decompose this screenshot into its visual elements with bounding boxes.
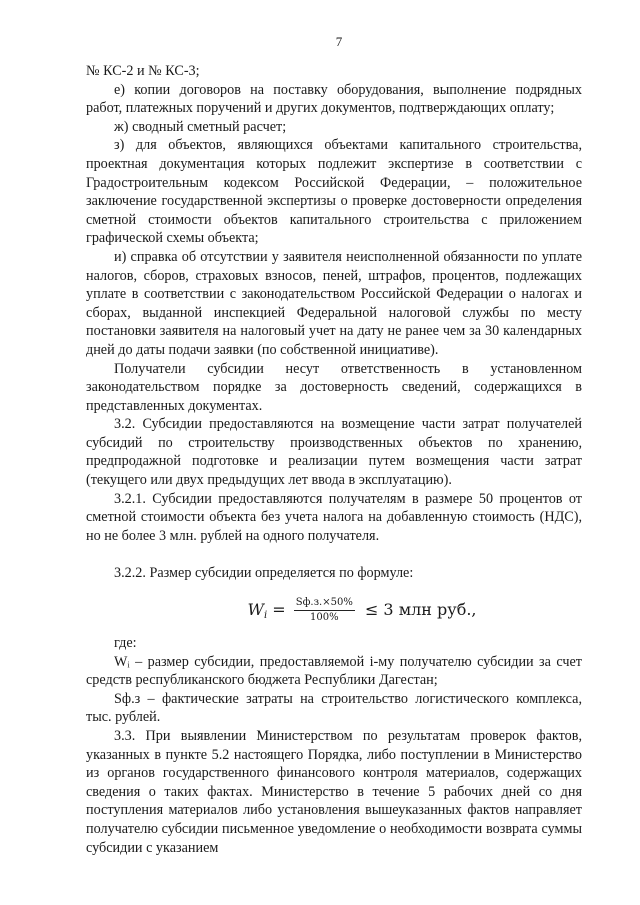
- formula-denominator: 100%: [309, 612, 339, 624]
- paragraph-where: где:: [114, 635, 137, 652]
- formula-lhs: $W_i$: [247, 600, 268, 622]
- paragraph-item-z: з) для объектов, являющихся объектами капитального строительства, проектная документация которых подлежит экспертизе в соответствии с Градостроительным кодексом Российской Федерации, – положительное заключение государственной экспертизы о проверке достоверности определения сметной стоимости объектов капитального строительства с приложением графической схемы объекта;: [86, 137, 582, 247]
- formula-fraction: [294, 597, 355, 624]
- paragraph-3-2-2: 3.2.2. Размер субсидии определяется по формуле:: [114, 565, 414, 582]
- paragraph-item-zh: ж) сводный сметный расчет;: [114, 118, 287, 135]
- formula-numerator: Sф.з.×50%: [294, 597, 355, 611]
- paragraph-responsibility: Получатели субсидии несут ответственность в установленном законодательством порядке за достоверность сведений, содержащихся в представленных документах.: [86, 360, 582, 414]
- formula-rhs: ≤ 3 млн руб.,: [364, 600, 477, 620]
- paragraph-ks: № КС-2 и № КС-3;: [86, 63, 200, 79]
- paragraph-item-e: е) копии договоров на поставку оборудования, выполнение подрядных работ, платежных поручений и других документов, подтверждающих оплату;: [86, 81, 582, 117]
- subsidy-formula: [86, 597, 582, 626]
- blank-line: [86, 545, 582, 564]
- paragraph-item-i: и) справка об отсутствии у заявителя неисполненной обязанности по уплате налогов, сборов, страховых взносов, пеней, штрафов, процентов, подлежащих уплате в соответствии с законодательством Российской Федерации о налогах и сборах, выданной инспекцией Федеральной налоговой службы по месту постановки заявителя на налоговый учет на дату не ранее чем за 30 календарных дней до даты подачи заявки (по собственной инициативе).: [86, 248, 582, 358]
- paragraph-3-3: 3.3. При выявлении Министерством по результатам проверок фактов, указанных в пункте 5.2 настоящего Порядка, либо поступлении в Министерство из органов государственного финансового контроля материалов, содержащих сведения о таких фактах. Министерство в течение 5 рабочих дней со дня поступления материалов либо установления вышеуказанных фактов направляет получателю субсидии письменное уведомление о необходимости возврата суммы субсидии с указанием: [86, 728, 582, 856]
- paragraph-s-definition: Sф.з – фактические затраты на строительство логистического комплекса, тыс. рублей.: [86, 690, 582, 726]
- formula-equals: =: [272, 600, 286, 620]
- paragraph-3-2: 3.2. Субсидии предоставляются на возмещение части затрат получателей субсидий по строительству производственных объектов по хранению, предпродажной подготовке и реализации путем возмещения части затрат (текущего или двух предыдущих лет ввода в эксплуатацию).: [86, 416, 582, 489]
- page-number: 7: [335, 34, 343, 49]
- paragraph-3-2-1: 3.2.1. Субсидии предоставляются получателям в размере 50 процентов от сметной стоимости объекта без учета налога на добавленную стоимость (НДС), но не более 3 млн. рублей на одного получателя.: [86, 490, 582, 544]
- paragraph-w-definition: Wᵢ – размер субсидии, предоставляемой i-му получателю субсидии за счет средств республиканского бюджета Республики Дагестан;: [86, 653, 582, 689]
